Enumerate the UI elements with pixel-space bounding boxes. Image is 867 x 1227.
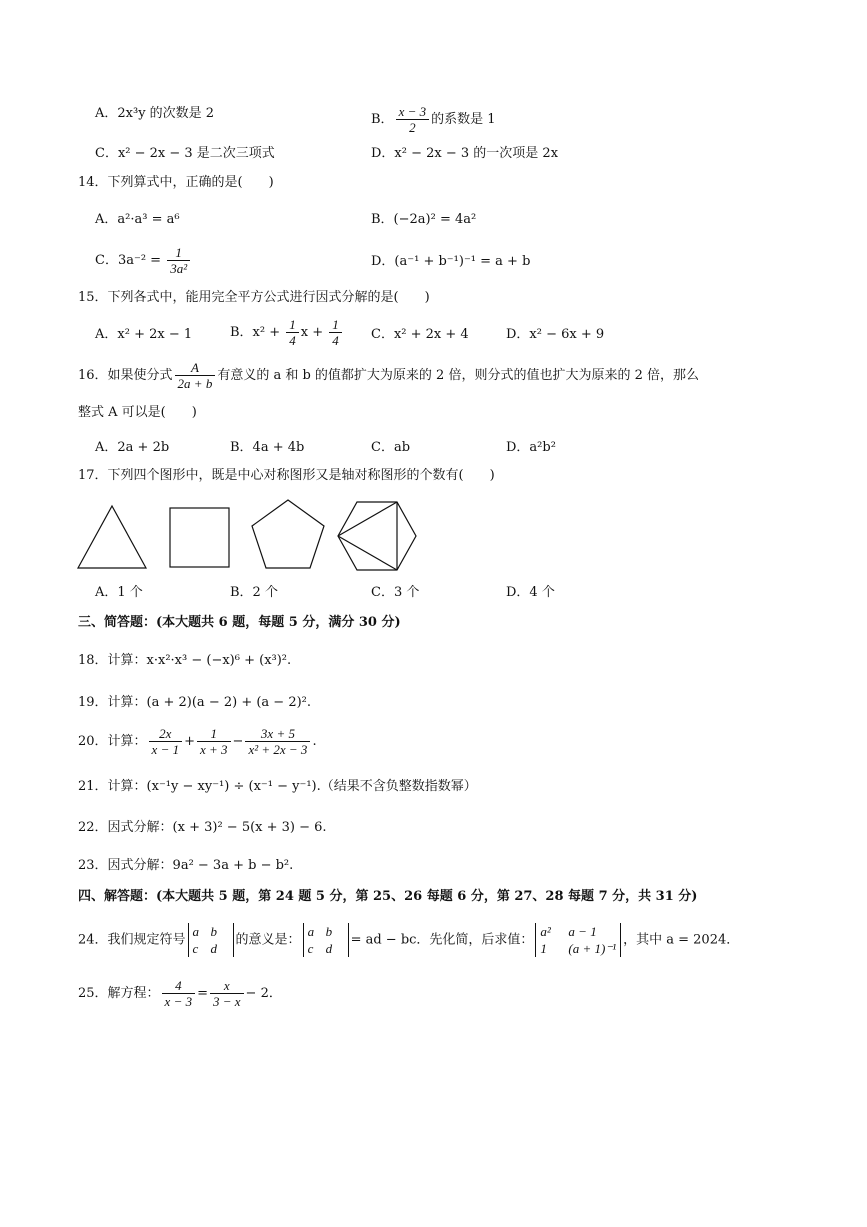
stem-text: 25．解方程： <box>78 986 160 1001</box>
option-text: 的系数是 1 <box>431 112 496 127</box>
denominator: 3a² <box>170 261 188 276</box>
numerator: x − 3 <box>396 104 430 120</box>
q16-option-b: B．4a + 4b <box>230 440 305 455</box>
stem-text: 24．我们规定符号 <box>78 932 186 948</box>
q17-stem: 17．下列四个图形中，既是中心对称图形又是轴对称图形的个数有( ) <box>78 468 495 483</box>
det-cell: b <box>325 924 333 939</box>
q16-option-a: A．2a + 2b <box>95 440 170 455</box>
fraction <box>329 317 342 348</box>
q14-option-b: B．(−2a)² = 4a² <box>371 212 477 227</box>
denominator: x − 1 <box>151 742 180 757</box>
fraction <box>286 317 299 348</box>
numerator: 1 <box>197 726 231 742</box>
determinant <box>535 923 621 957</box>
q16-stem <box>78 360 699 391</box>
fraction <box>210 978 244 1009</box>
square-figure <box>169 507 231 569</box>
denominator: 2a + b <box>177 376 213 391</box>
q15-option-d: D．x² − 6x + 9 <box>506 327 605 342</box>
q17-option-c: C．3 个 <box>371 585 420 600</box>
numerator: 1 <box>286 317 299 333</box>
option-label: C．3a⁻² = <box>95 253 166 268</box>
q23: 23．因式分解：9a² − 3a + b − b². <box>78 858 294 873</box>
det-cell: 1 <box>540 941 547 956</box>
fraction <box>245 726 310 757</box>
q13-option-c: C．x² − 2x − 3 是二次三项式 <box>95 146 275 161</box>
q15-option-a: A．x² + 2x − 1 <box>95 327 193 342</box>
fraction <box>175 360 216 391</box>
q15-option-c: C．x² + 2x + 4 <box>371 327 469 342</box>
fraction <box>197 726 231 757</box>
denominator: x + 3 <box>200 742 228 757</box>
numerator: 2x <box>149 726 183 742</box>
stem-text: . <box>312 734 317 749</box>
numerator: A <box>175 360 216 376</box>
pentagon-figure <box>250 498 326 570</box>
q21: 21．计算：(x⁻¹y − xy⁻¹) ÷ (x⁻¹ − y⁻¹).（结果不含负整数指数幂） <box>78 779 477 794</box>
fraction <box>396 104 430 135</box>
option-label: B．x² + <box>230 325 285 340</box>
fraction <box>167 245 190 276</box>
det-cell: b <box>210 924 218 939</box>
q18: 18．计算：x·x²·x³ − (−x)⁶ + (x³)². <box>78 653 292 668</box>
option-text: x + <box>300 325 328 340</box>
section-4-heading: 四、解答题：(本大题共 5 题，第 24 题 5 分，第 25、26 每题 6 分，第 27、28 每题 7 分，共 31 分) <box>78 889 698 904</box>
stem-text: 有意义的 a 和 b 的值都扩大为原来的 2 倍，则分式的值也扩大为原来的 2 倍，那么 <box>217 368 700 383</box>
denominator: 4 <box>332 333 339 348</box>
q20 <box>78 726 317 757</box>
fraction <box>162 978 196 1009</box>
q13-option-b <box>371 104 496 135</box>
q25 <box>78 978 282 1009</box>
numerator: 4 <box>162 978 196 994</box>
det-cell: a − 1 <box>568 924 597 939</box>
det-cell: d <box>210 941 218 956</box>
triangle-figure <box>76 504 148 570</box>
stem-text: − 2． <box>245 986 282 1001</box>
q14-option-d: D．(a⁻¹ + b⁻¹)⁻¹ = a + b <box>371 254 531 269</box>
q17-option-a: A．1 个 <box>95 585 143 600</box>
q15-option-b <box>230 317 344 348</box>
q16-option-c: C．ab <box>371 440 411 455</box>
q17-option-d: D．4 个 <box>506 585 555 600</box>
q22: 22．因式分解：(x + 3)² − 5(x + 3) − 6. <box>78 820 327 835</box>
q24 <box>78 923 739 957</box>
numerator: x <box>210 978 244 994</box>
q14-stem: 14．下列算式中，正确的是( ) <box>78 175 274 190</box>
denominator: x² + 2x − 3 <box>248 742 308 757</box>
denominator: 4 <box>289 333 296 348</box>
numerator: 3x + 5 <box>245 726 310 742</box>
q13-option-a: A．2x³y 的次数是 2 <box>95 106 215 121</box>
operator: = <box>197 986 208 1001</box>
denominator: 3 − x <box>213 994 241 1009</box>
q14-option-c <box>95 245 192 276</box>
option-label: B． <box>371 112 394 127</box>
fraction <box>149 726 183 757</box>
determinant <box>188 923 234 957</box>
q19: 19．计算：(a + 2)(a − 2) + (a − 2)². <box>78 695 312 710</box>
det-cell: a² <box>540 924 551 939</box>
q17-option-b: B．2 个 <box>230 585 278 600</box>
hexagon-figure <box>336 500 418 572</box>
det-cell: (a + 1)⁻¹ <box>568 941 617 956</box>
det-cell: a <box>307 924 315 939</box>
numerator: 1 <box>329 317 342 333</box>
stem-text: ，其中 a = 2024． <box>623 932 740 948</box>
det-cell: a <box>192 924 200 939</box>
denominator: 2 <box>409 120 416 135</box>
operator: + <box>184 734 195 749</box>
q14-option-a: A．a²·a³ = a⁶ <box>95 212 180 227</box>
stem-text: 16．如果使分式 <box>78 368 173 383</box>
denominator: x − 3 <box>164 994 193 1009</box>
operator: − <box>232 734 244 749</box>
q16-stem-line2: 整式 A 可以是( ) <box>78 405 197 420</box>
q15-stem: 15．下列各式中，能用完全平方公式进行因式分解的是( ) <box>78 290 430 305</box>
q13-option-d: D．x² − 2x − 3 的一次项是 2x <box>371 146 559 161</box>
section-3-heading: 三、简答题：(本大题共 6 题，每题 5 分，满分 30 分) <box>78 615 401 630</box>
stem-text: 20．计算： <box>78 734 147 749</box>
numerator: 1 <box>167 245 190 261</box>
det-cell: c <box>192 941 199 956</box>
det-cell: c <box>307 941 314 956</box>
q16-option-d: D．a²b² <box>506 440 556 455</box>
determinant <box>303 923 349 957</box>
stem-text: 的意义是： <box>235 932 301 948</box>
stem-text: = ad − bc．先化简，后求值： <box>350 932 534 948</box>
det-cell: d <box>325 941 333 956</box>
